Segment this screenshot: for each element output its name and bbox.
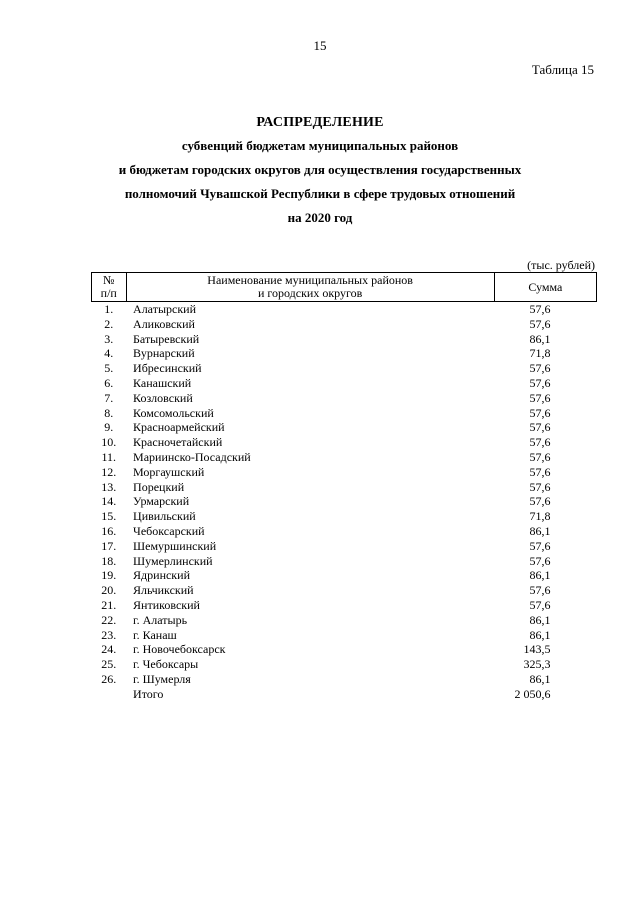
subvention-amount: 57,6 — [529, 435, 551, 450]
units-label: (тыс. рублей) — [527, 258, 595, 272]
row-number: 8. — [104, 405, 114, 420]
table-row — [92, 509, 597, 524]
row-number: 11. — [101, 449, 117, 464]
subvention-amount: 86,1 — [529, 331, 551, 346]
row-number: 15. — [101, 509, 117, 524]
district-name: Шемуршинский — [133, 538, 217, 553]
district-name: Вурнарский — [133, 346, 195, 361]
table-row — [92, 465, 597, 480]
subvention-amount: 86,1 — [529, 671, 551, 686]
row-number: 5. — [104, 361, 114, 376]
subvention-amount: 86,1 — [529, 568, 551, 583]
subvention-amount: 57,6 — [529, 361, 551, 376]
distribution-table — [91, 272, 597, 702]
district-name: Шумерлинский — [133, 553, 213, 568]
district-name: Чебоксарский — [133, 523, 205, 538]
subvention-amount: 57,6 — [529, 375, 551, 390]
district-name: Красночетайский — [133, 435, 223, 450]
title-line: субвенций бюджетам муниципальных районов — [181, 138, 459, 153]
table-body — [92, 302, 597, 702]
district-name: Ибресинский — [133, 361, 202, 376]
district-name: г. Новочебоксарск — [133, 642, 226, 657]
subvention-amount: 86,1 — [529, 612, 551, 627]
row-number: 4. — [104, 346, 114, 361]
subvention-amount: 57,6 — [529, 449, 551, 464]
table-row — [92, 317, 597, 332]
row-number: 3. — [104, 331, 114, 346]
row-number: 12. — [101, 464, 117, 479]
row-number: 22. — [101, 612, 117, 627]
subvention-amount: 57,6 — [529, 479, 551, 494]
subvention-amount: 57,6 — [529, 597, 551, 612]
table-row — [92, 568, 597, 583]
table-row — [92, 539, 597, 554]
row-number: 16. — [101, 523, 117, 538]
subvention-amount: 143,5 — [523, 642, 551, 657]
row-number: 24. — [101, 642, 117, 657]
row-number: 26. — [101, 671, 117, 686]
subvention-amount: 57,6 — [529, 538, 551, 553]
row-number: 21. — [101, 597, 117, 612]
district-name: Алатырский — [133, 302, 197, 316]
subvention-amount: 86,1 — [529, 627, 551, 642]
row-number: 25. — [101, 657, 117, 672]
total-number-cell — [92, 687, 127, 702]
table-row — [92, 391, 597, 406]
header-number-line2: п/п — [100, 286, 117, 300]
header-number — [92, 273, 127, 302]
table-row — [92, 435, 597, 450]
row-number: 2. — [104, 316, 114, 331]
subvention-amount: 71,8 — [529, 509, 551, 524]
row-number: 18. — [101, 553, 117, 568]
subvention-amount: 71,8 — [529, 346, 551, 361]
row-number: 13. — [101, 479, 117, 494]
district-name: г. Шумерля — [133, 671, 191, 686]
row-number: 10. — [101, 435, 117, 450]
total-row — [92, 687, 597, 702]
document-title — [60, 112, 580, 230]
table-row — [92, 642, 597, 657]
table-row — [92, 361, 597, 376]
total-label: Итого — [133, 686, 164, 701]
title-main: РАСПРЕДЕЛЕНИЕ — [256, 115, 384, 130]
row-number: 7. — [104, 390, 114, 405]
subvention-amount: 57,6 — [529, 390, 551, 405]
row-number: 1. — [104, 302, 114, 316]
title-line: полномочий Чувашской Республики в сфере трудовых отношений — [124, 186, 516, 201]
table-row — [92, 554, 597, 569]
table-row — [92, 657, 597, 672]
total-sum: 2 050,6 — [514, 686, 551, 701]
subvention-amount: 325,3 — [523, 657, 551, 672]
subvention-amount: 57,6 — [529, 494, 551, 509]
header-name-line2: и городских округов — [257, 286, 363, 300]
district-name: Ядринский — [133, 568, 190, 583]
table-row — [92, 613, 597, 628]
district-name: Моргаушский — [133, 464, 205, 479]
table-row — [92, 672, 597, 687]
table-row — [92, 346, 597, 361]
district-name: г. Чебоксары — [133, 657, 199, 672]
subvention-amount: 57,6 — [529, 553, 551, 568]
subvention-amount: 57,6 — [529, 302, 551, 316]
header-number-line1: № — [103, 273, 115, 287]
subvention-amount: 86,1 — [529, 523, 551, 538]
district-name: Яльчикский — [133, 583, 194, 598]
header-row — [92, 273, 597, 302]
page-number: 15 — [313, 38, 327, 53]
subvention-amount: 57,6 — [529, 420, 551, 435]
district-name: Урмарский — [133, 494, 190, 509]
row-number: 19. — [101, 568, 117, 583]
header-name — [126, 273, 494, 302]
title-line: на 2020 год — [287, 210, 353, 225]
district-name: Комсомольский — [133, 405, 214, 420]
table-row — [92, 332, 597, 347]
table-row — [92, 583, 597, 598]
table-row — [92, 406, 597, 421]
subvention-amount: 57,6 — [529, 464, 551, 479]
table-row — [92, 524, 597, 539]
row-number: 23. — [101, 627, 117, 642]
table-row — [92, 420, 597, 435]
table-reference: Таблица 15 — [531, 62, 594, 77]
table-row — [92, 598, 597, 613]
row-number: 20. — [101, 583, 117, 598]
title-line: и бюджетам городских округов для осуществления государственных — [118, 162, 522, 177]
district-name: Цивильский — [133, 509, 196, 524]
district-name: Козловский — [133, 390, 193, 405]
table-header — [92, 273, 597, 302]
row-number: 17. — [101, 538, 117, 553]
subvention-amount: 57,6 — [529, 583, 551, 598]
table-row — [92, 628, 597, 643]
table-row — [92, 450, 597, 465]
district-name: Мариинско-Посадский — [133, 449, 251, 464]
table-row — [92, 376, 597, 391]
district-name: Канашский — [133, 375, 192, 390]
district-name: Батыревский — [133, 331, 200, 346]
district-name: Порецкий — [133, 479, 185, 494]
table-row — [92, 480, 597, 495]
district-name: Янтиковский — [133, 597, 200, 612]
header-name-line1: Наименование муниципальных районов — [207, 273, 413, 287]
table-row — [92, 494, 597, 509]
subvention-amount: 57,6 — [529, 316, 551, 331]
row-number: 6. — [104, 375, 114, 390]
subvention-amount: 57,6 — [529, 405, 551, 420]
row-number: 14. — [101, 494, 117, 509]
district-name: Красноармейский — [133, 420, 225, 435]
distribution-table-container — [91, 272, 597, 702]
header-sum: Сумма — [494, 273, 596, 302]
district-name: Аликовский — [133, 316, 195, 331]
row-number: 9. — [104, 420, 114, 435]
table-row — [92, 302, 597, 317]
district-name: г. Алатырь — [133, 612, 188, 627]
district-name: г. Канаш — [133, 627, 177, 642]
